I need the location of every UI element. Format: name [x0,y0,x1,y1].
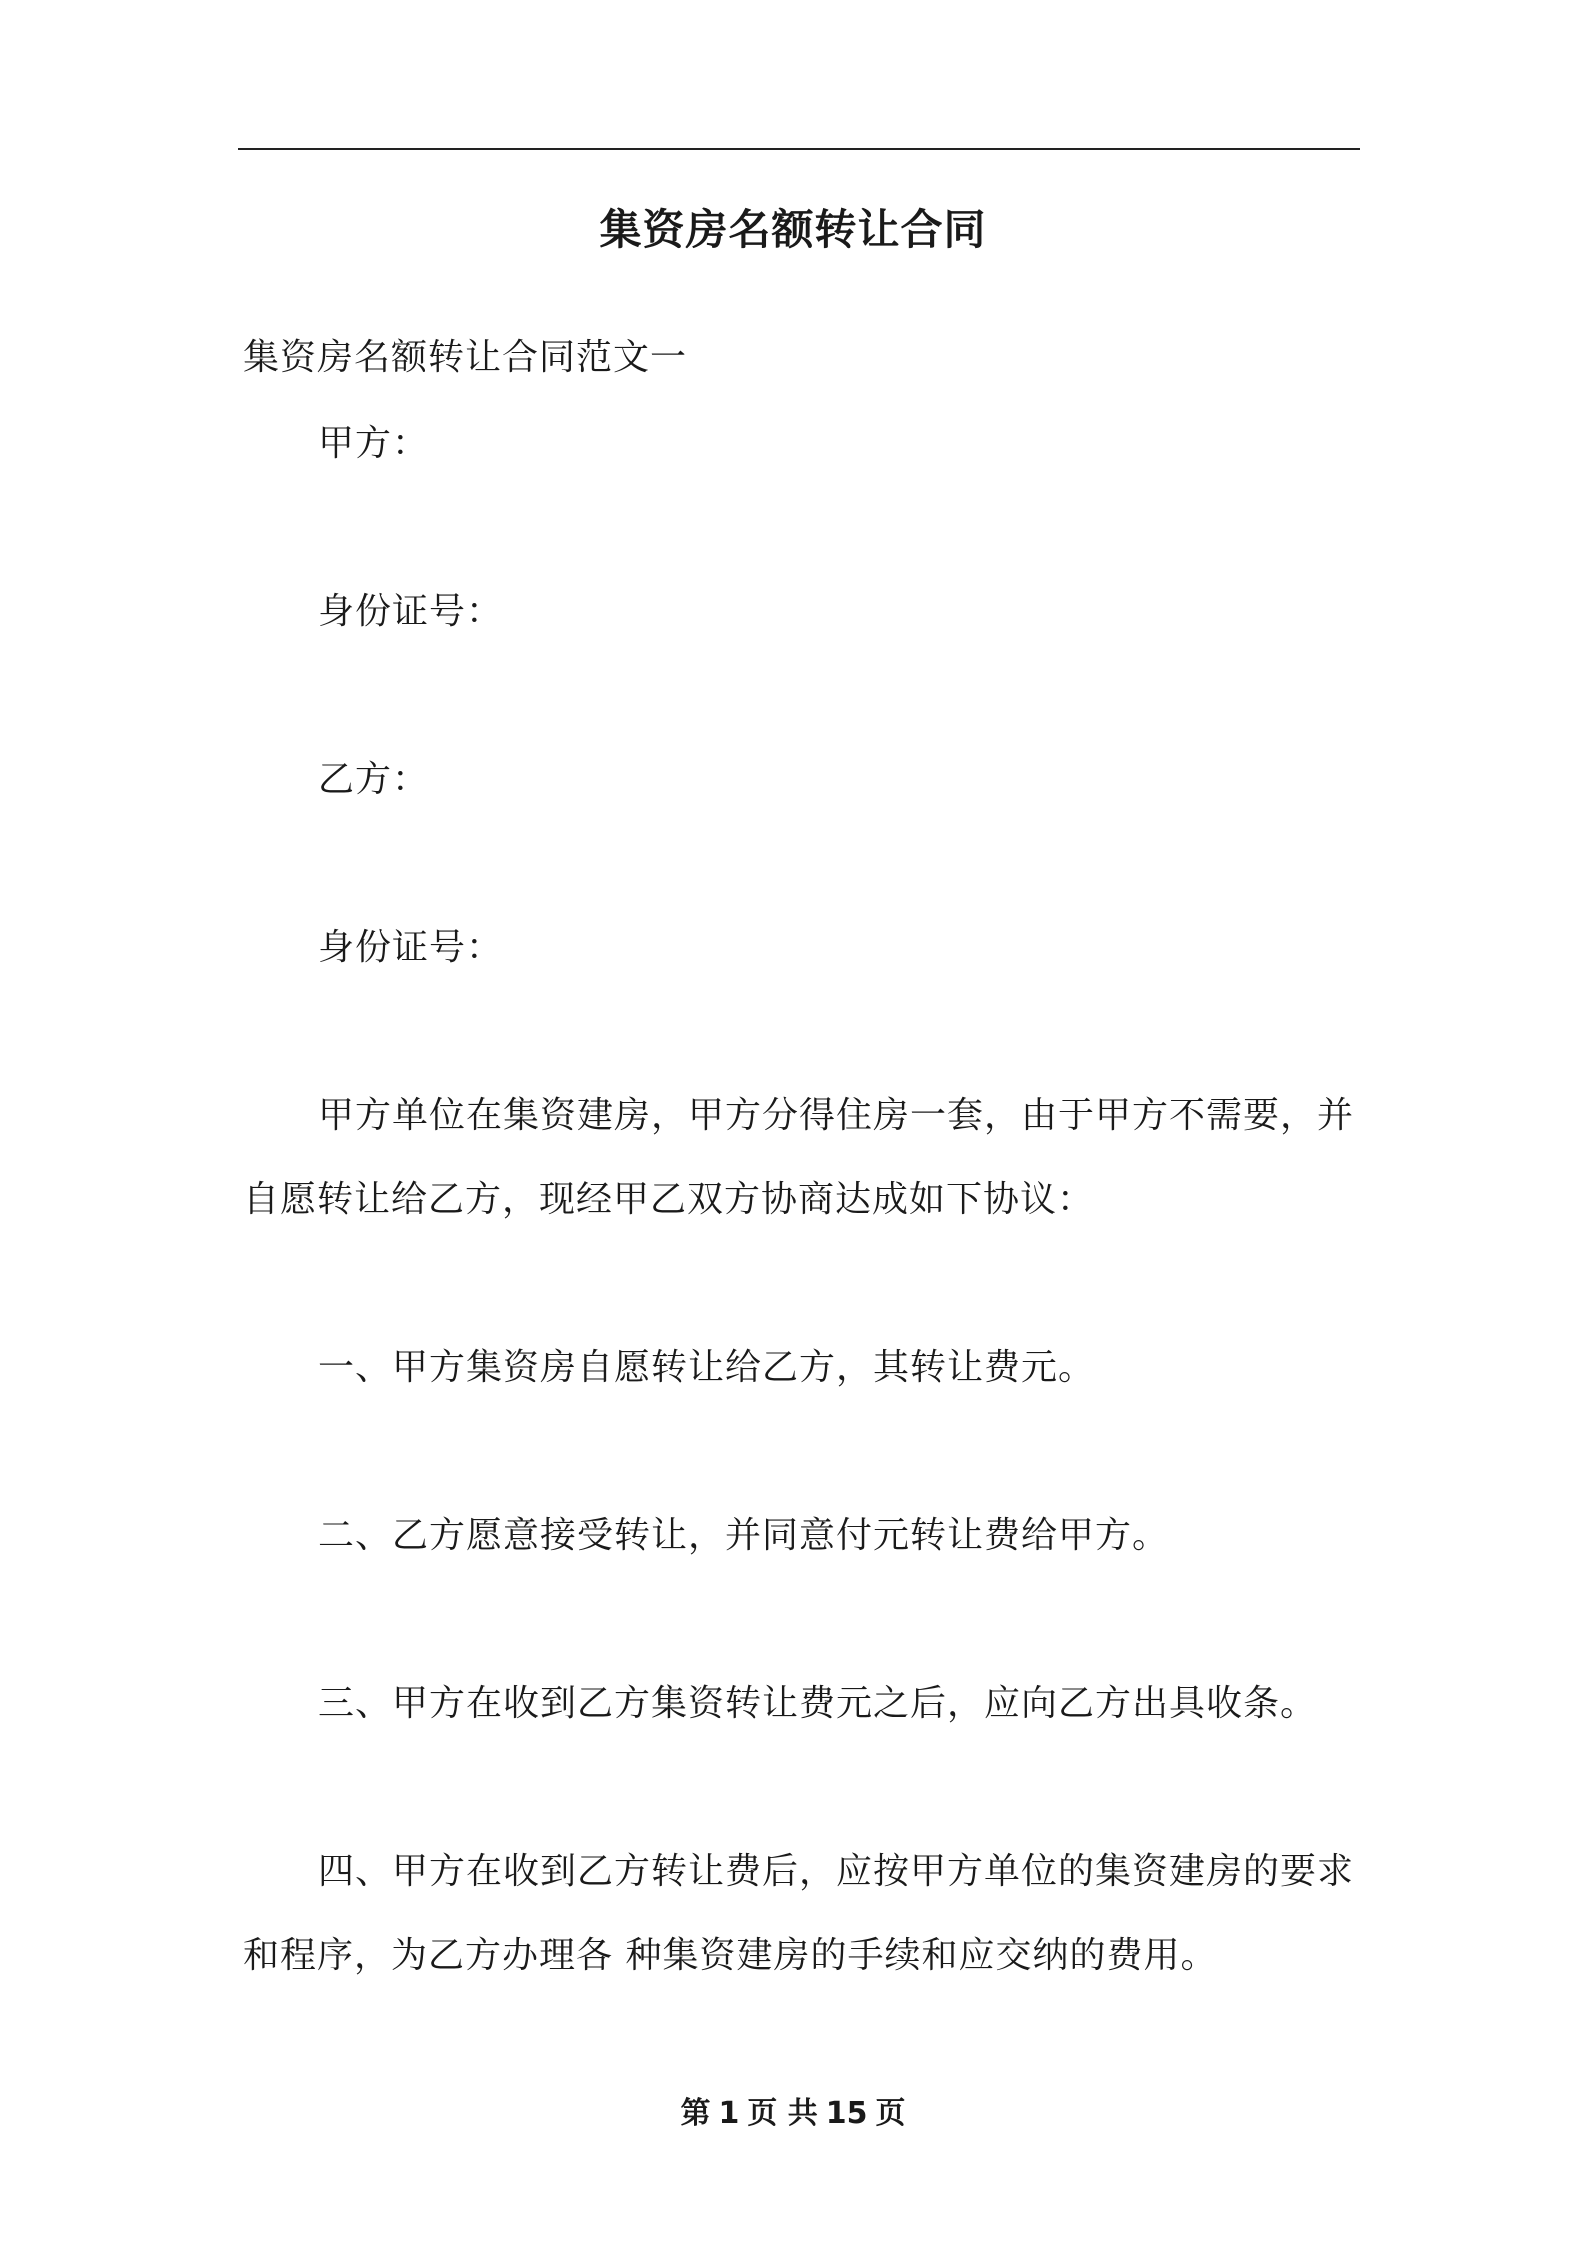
document-title: 集资房名额转让合同 [599,205,987,254]
clause-2: 二、乙方愿意接受转让，并同意付元转让费给甲方。 [318,1515,1170,1556]
clause-4-line-1: 四、甲方在收到乙方转让费后，应按甲方单位的集资建房的要求 [318,1851,1355,1892]
clause-3: 三、甲方在收到乙方集资转让费元之后，应向乙方出具收条。 [318,1683,1318,1724]
clause-1: 一、甲方集资房自愿转让给乙方，其转让费元。 [318,1347,1096,1388]
party-a-label: 甲方： [318,423,430,464]
party-b-label: 乙方： [318,759,430,800]
footer-prefix: 第 [680,2096,711,2131]
intro-paragraph-line-1: 甲方单位在集资建房，甲方分得住房一套，由于甲方不需要，并 [318,1095,1355,1136]
clause-4-line-2: 和程序，为乙方办理各 种集资建房的手续和应交纳的费用。 [243,1935,1218,1976]
party-a-id-label: 身份证号： [318,591,504,632]
document-subtitle: 集资房名额转让合同范文一 [243,337,688,378]
footer-suffix: 页 [875,2096,906,2131]
footer-page-number: 1 [718,2096,740,2131]
page-footer [0,2094,1586,2134]
intro-paragraph-line-2: 自愿转让给乙方，现经甲乙双方协商达成如下协议： [243,1179,1095,1220]
footer-middle: 页 共 [747,2096,818,2131]
party-b-id-label: 身份证号： [318,927,504,968]
footer-total-pages: 15 [825,2096,868,2131]
header-rule [238,148,1360,150]
